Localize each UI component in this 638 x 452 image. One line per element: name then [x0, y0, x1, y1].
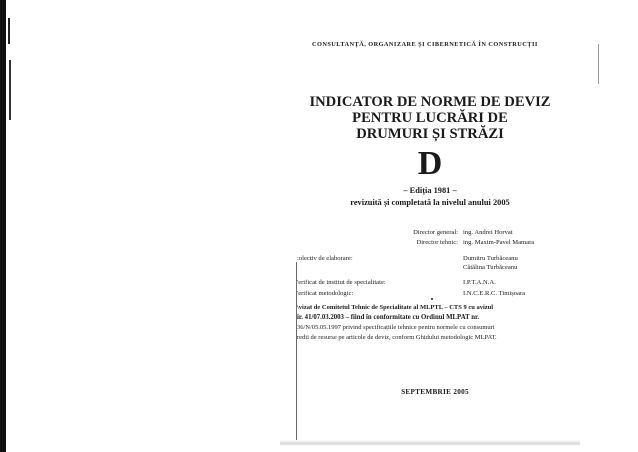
- verificat-metodologic-label: 'erificat metodologic:: [297, 290, 354, 297]
- approval-line-1: \vizat de Comitetul Tehnic de Specialitate al MLPTL – CTS 9 cu avizul: [297, 304, 494, 311]
- colectiv-label: :olectiv de elaborare:: [297, 255, 353, 262]
- approval-line-4: redii de resurse pe articole de deviz, conform Ghidului metodologic MLPAT.: [297, 334, 497, 341]
- colectiv-name-1: Dumitru Turbăceanu: [463, 255, 518, 262]
- scan-artifact-dot: [431, 298, 433, 300]
- approval-line-3: 36/N/05.05.1997 privind specificațiile tehnice pentru normele cu consumuri: [297, 324, 495, 331]
- title-line-3: DRUMURI ȘI STRĂZI: [356, 126, 504, 142]
- scan-artifact-mark: [9, 60, 11, 120]
- verificat-institut-name: I.P.T.A.N.A.: [463, 279, 496, 286]
- verificat-metodologic-name: I.N.C.E.R.C. Timișoara: [463, 290, 526, 297]
- scan-artifact-mark: [8, 18, 10, 44]
- organization-header: CONSULTANȚĂ, ORGANIZARE ȘI CIBERNETICĂ ÎN CONSTRUCȚII: [312, 41, 538, 48]
- director-general-name: ing. Andrei Horvat: [463, 229, 513, 236]
- volume-letter: D: [417, 145, 443, 182]
- scan-edge-left: [0, 0, 6, 452]
- colectiv-name-2: Cătălina Turbăceanu: [463, 264, 518, 271]
- approval-line-2: [297, 314, 479, 321]
- scan-bottom-shadow: [280, 440, 580, 446]
- title-line-2: PENTRU LUCRĂRI DE: [352, 110, 508, 126]
- revision-line: revizuită și completată la nivelul anului 2005: [350, 198, 510, 207]
- approval-line-2-text: ir. 41/07.03.2003 – fiind în conformitate cu Ordinul MLPAT nr.: [297, 314, 480, 321]
- director-tehnic-name: ing. Maxim-Pavel Mamara: [463, 239, 535, 246]
- edition-line: – Ediția 1981 –: [403, 186, 457, 195]
- verificat-institut-label: 'erificat de institut de specialitate:: [297, 279, 386, 286]
- fold-line: [296, 262, 297, 440]
- publication-date: SEPTEMBRIE 2005: [401, 388, 469, 396]
- director-tehnic-label: Director tehnic:: [416, 239, 458, 246]
- scan-artifact-line: [598, 44, 599, 84]
- title-line-1: INDICATOR DE NORME DE DEVIZ: [309, 94, 551, 110]
- director-general-label: Director general:: [413, 229, 458, 236]
